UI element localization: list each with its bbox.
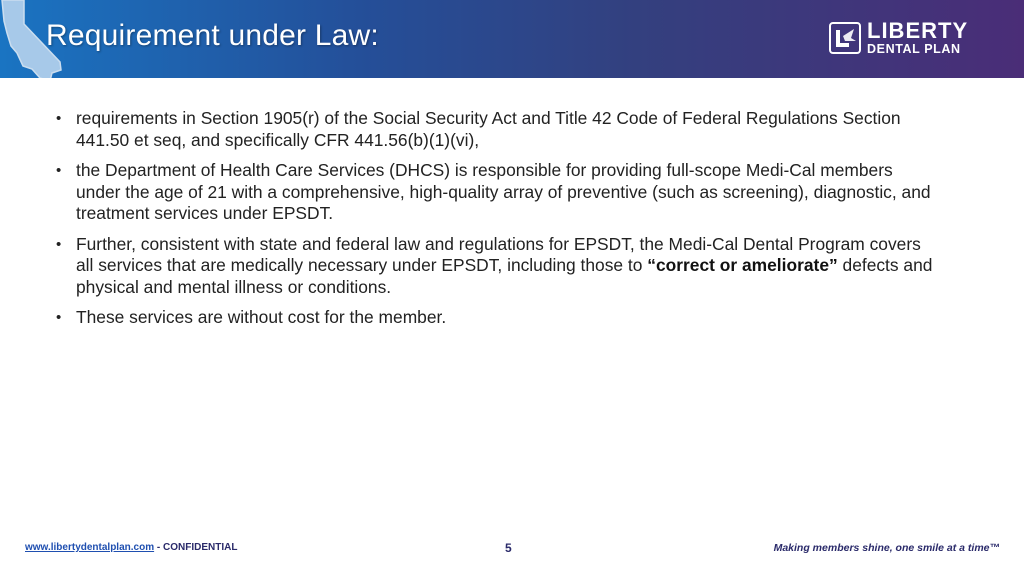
bullet-item: • the Department of Health Care Services (DHCS) is responsible for providing full-scope Medi-Cal members under the age of 21 with a comprehensive, high-quality array of preventive (such as screening), diagnostic, and treatment services under EPSDT. xyxy=(56,160,936,225)
bullet-text: Further, consistent with state and federal law and regulations for EPSDT, the Medi-Cal Dental Program covers all services that are medically necessary under EPSDT, including those to xyxy=(76,233,921,275)
slide-body xyxy=(56,108,936,338)
website-link[interactable]: www.libertydentalplan.com xyxy=(25,542,155,553)
bullet-item: • requirements in Section 1905(r) of the Social Security Act and Title 42 Code of Federal Regulations Section 441.50 et seq, and specifically CFR 441.56(b)(1)(vi), xyxy=(56,108,936,151)
bullet-list xyxy=(56,108,936,329)
page-number: 5 xyxy=(505,541,512,555)
liberty-mark-icon xyxy=(829,22,861,54)
logo-subtitle: DENTAL PLAN xyxy=(867,42,961,56)
emphasis-text: “correct or ameliorate” xyxy=(647,255,838,275)
liberty-logo xyxy=(829,20,968,56)
footer-left xyxy=(25,542,237,553)
bullet-item xyxy=(56,234,936,299)
bullet-item: • These services are without cost for the member. xyxy=(56,307,936,329)
bullet-text: defects and physical and mental illness or conditions. xyxy=(76,255,933,297)
confidential-label: - CONFIDENTIAL xyxy=(154,542,238,553)
logo-name: LIBERTY xyxy=(867,18,969,43)
tagline: Making members shine, one smile at a time™ xyxy=(773,542,1000,554)
slide-title: Requirement under Law: xyxy=(46,19,379,52)
header-bar xyxy=(0,0,1024,78)
